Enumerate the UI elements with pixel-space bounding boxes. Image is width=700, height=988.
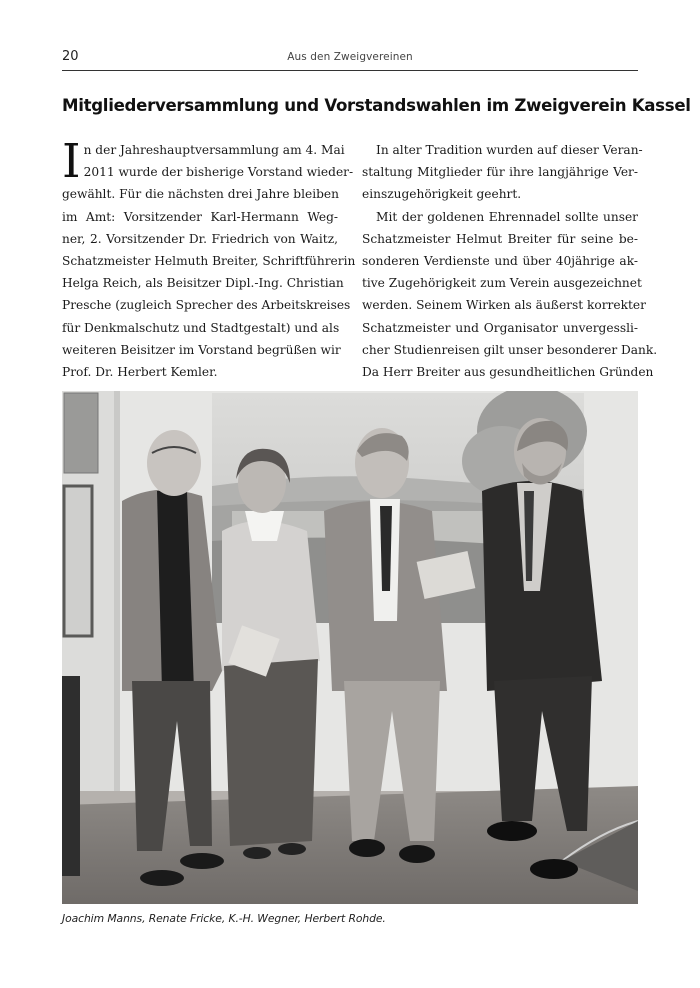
text-line: n der Jahreshauptversammlung am 4. Mai bbox=[83, 143, 345, 157]
text-line: Da Herr Breiter aus gesundheitlichen Gründen bbox=[362, 365, 654, 380]
text-line: 2011 wurde der bisherige Vorstand wieder- bbox=[83, 165, 354, 180]
text-line: Mit der goldenen Ehrennadel sollte unser bbox=[376, 209, 638, 224]
text-line: In alter Tradition wurden auf dieser Veran- bbox=[376, 143, 643, 157]
text-line: werden. Seinem Wirken als äußerst korrekter bbox=[362, 298, 646, 313]
text-line: für Denkmalschutz und Stadtgestalt) und als bbox=[62, 320, 340, 335]
text-line: weiteren Beisitzer im Vorstand begrüßen wir bbox=[62, 342, 341, 357]
text-line: tive Zugehörigkeit zum Verein ausgezeichnet bbox=[362, 276, 642, 291]
text-line: Schatzmeister Helmut Breiter für seine be- bbox=[362, 231, 638, 246]
text-line: gewählt. Für die nächsten drei Jahre bleiben bbox=[62, 187, 339, 202]
text-line: Prof. Dr. Herbert Kemler. bbox=[62, 365, 218, 380]
text-line: Helga Reich, als Beisitzer Dipl.-Ing. Christian bbox=[62, 276, 344, 291]
page-number: 20 bbox=[62, 49, 79, 64]
running-head: Aus den Zweigvereinen bbox=[287, 51, 413, 63]
page-header bbox=[62, 48, 638, 71]
wall-picture-frame bbox=[64, 486, 92, 636]
wall-picture bbox=[64, 393, 98, 473]
left-column bbox=[62, 134, 356, 383]
text-line: sonderen Verdienste und über 40jährige ak- bbox=[362, 254, 638, 269]
text-line: cher Studienreisen gilt unser besonderer Dank. bbox=[362, 342, 658, 357]
text-line: Schatzmeister und Organisator unvergessli- bbox=[362, 320, 638, 335]
photo-caption: Joachim Manns, Renate Fricke, K.-H. Wegner, Herbert Rohde. bbox=[62, 912, 386, 925]
drop-cap: I bbox=[62, 134, 81, 189]
text-line: staltung Mitglieder für ihre langjährige Ver- bbox=[362, 165, 638, 180]
group-photo-illustration bbox=[62, 391, 638, 904]
text-line: Schatzmeister Helmuth Breiter, Schriftführerin bbox=[62, 254, 356, 269]
article-title: Mitgliederversammlung und Vorstandswahlen im Zweigverein Kassel bbox=[62, 96, 691, 115]
text-line: einszugehörigkeit geehrt. bbox=[362, 187, 522, 202]
text-line: Presche (zugleich Sprecher des Arbeitskreises bbox=[62, 298, 351, 313]
furniture bbox=[62, 676, 80, 876]
text-line: ner, 2. Vorsitzender Dr. Friedrich von Waitz, bbox=[62, 231, 338, 246]
right-column bbox=[362, 139, 658, 383]
group-photo bbox=[62, 391, 638, 904]
text-line: im Amt: Vorsitzender Karl-Hermann Weg- bbox=[62, 209, 338, 224]
